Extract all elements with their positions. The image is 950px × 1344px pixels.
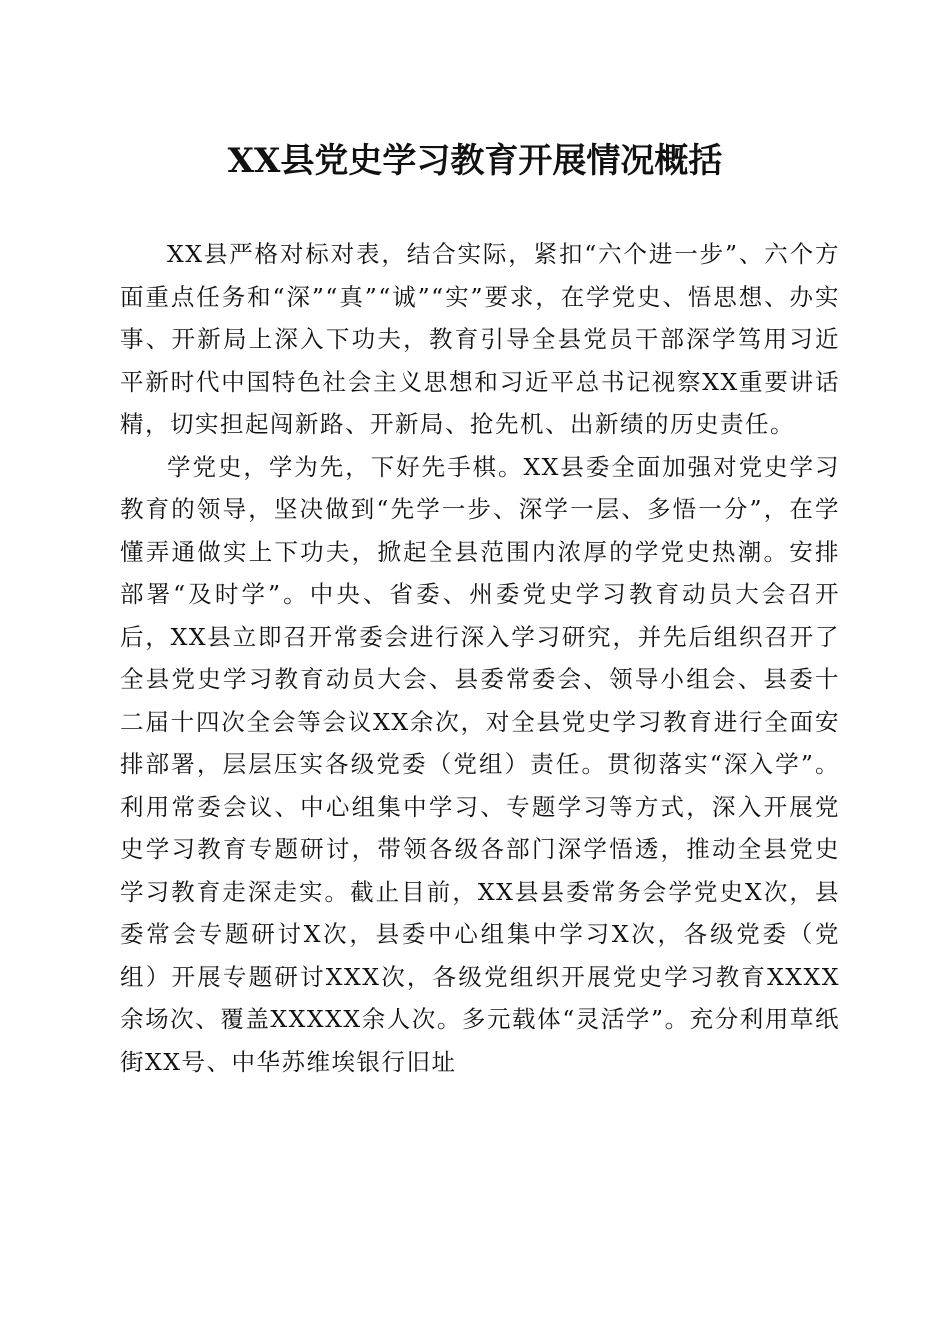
paragraph-intro: XX县严格对标对表，结合实际，紧扣“六个进一步”、六个方面重点任务和“深”“真”“诚”“实”要求，在学党史、悟思想、办实事、开新局上深入下功夫，教育引导全县党员干部深学笃用习近平新时代中国特色社会主义思想和习近平总书记视察XX重要讲话精，切实担起闯新路、开新局、抢先机、出新绩的历史责任。 xyxy=(120,240,840,438)
document-body xyxy=(120,233,840,1083)
paragraph-study-history: 学党史，学为先，下好先手棋。XX县委全面加强对党史学习教育的领导，坚决做到“先学一步、深学一层、多悟一分”，在学懂弄通做实上下功夫，掀起全县范围内浓厚的学党史热潮。安排部署“及时学”。中央、省委、州委党史学习教育动员大会召开后，XX县立即召开常委会进行深入学习研究，并先后组织召开了全县党史学习教育动员大会、县委常委会、领导小组会、县委十二届十四次全会等会议XX余次，对全县党史学习教育进行全面安排部署，层层压实各级党委（党组）责任。贯彻落实“深入学”。利用常委会议、中心组集中学习、专题学习等方式，深入开展党史学习教育专题研讨，带领各级各部门深学悟透，推动全县党史学习教育走深走实。截止目前，XX县县委常务会学党史X次，县委常会专题研讨X次，县委中心组集中学习X次，各级党委（党组）开展专题研讨XXX次，各级党组织开展党史学习教育XXXX余场次、覆盖XXXXX余人次。多元载体“灵活学”。充分利用草纸街XX号、中华苏维埃银行旧址 xyxy=(120,452,840,1076)
document-title: XX县党史学习教育开展情况概括 xyxy=(227,141,723,181)
